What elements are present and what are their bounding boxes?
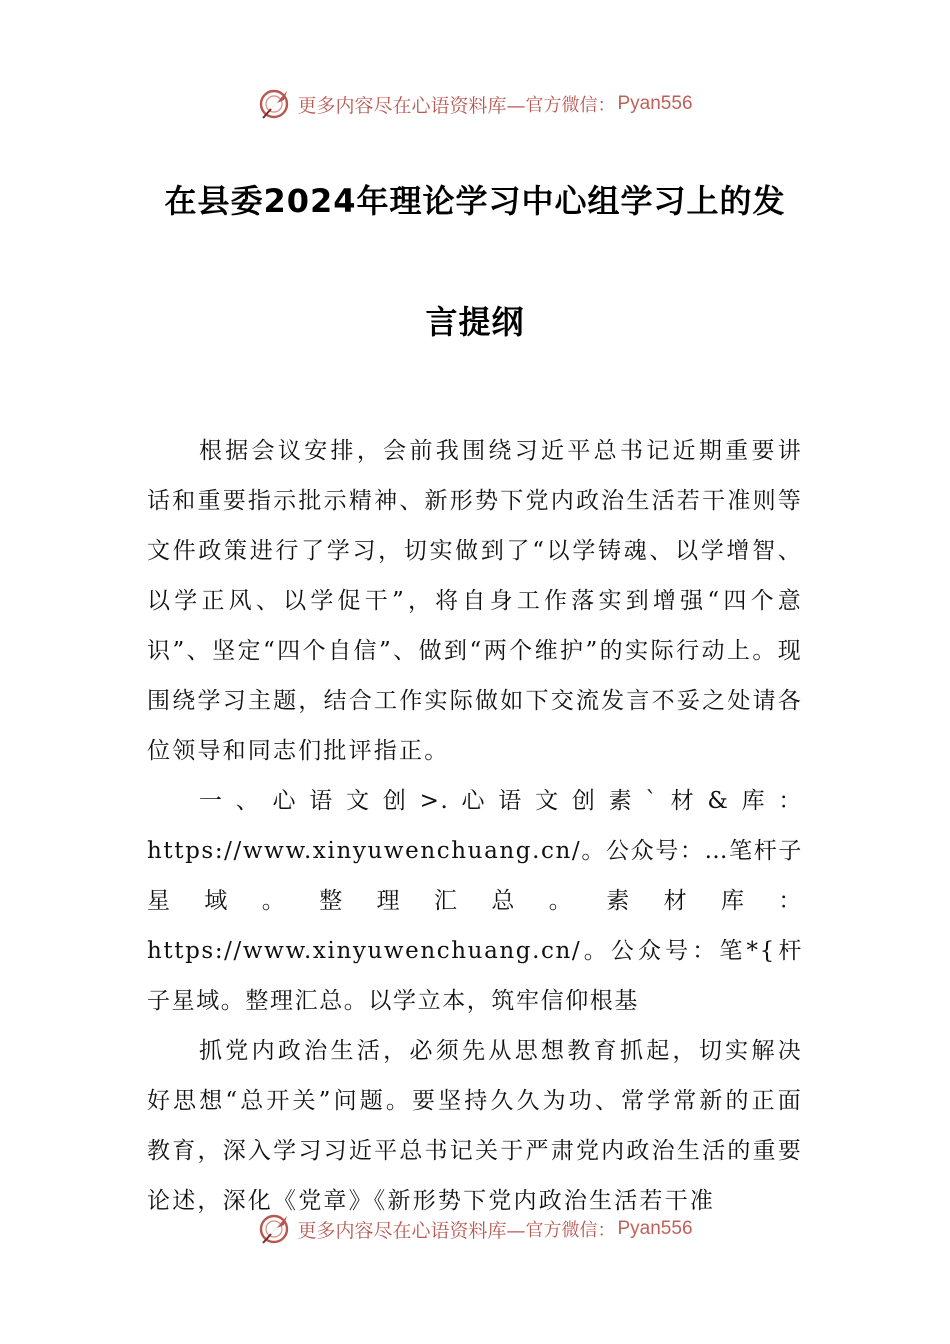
banner-wechat-label: 官方微信： [525, 95, 616, 116]
document-title-line-1: 在县委2024年理论学习中心组学习上的发 [164, 182, 786, 220]
header-banner [0, 84, 950, 124]
quill-logo-icon [257, 86, 293, 122]
banner-text: 更多内容尽在心语资料库— [297, 1219, 526, 1242]
paragraph-intro: 根据会议安排，会前我围绕习近平总书记近期重要讲话和重要指示批示精神、新形势下党内政治生活若干准则等文件政策进行了学习，切实做到了“以学铸魂、以学增智、以学正风、以学促干”，将自身工作落实到增强“四个意识”、坚定“四个自信”、做到“两个维护”的实际行动上。现围绕学习主题，结合工作实际做如下交流发言不妥之处请各位领导和同志们批评指正。 [147, 438, 803, 764]
document-title-line-2: 言提纲 [425, 303, 525, 341]
footer-banner [0, 1209, 950, 1249]
paragraph-section-1: 一、心语文创>.心语文创素`材&库：https://www.xinyuwenchuang.cn/。公众号：…笔杆子星域。整理汇总。素材库：https://www.xinyuwenchuang.cn/。公众号：笔*{杆子星域。整理汇总。以学立本，筑牢信仰根基 [147, 788, 803, 1014]
document-body [147, 426, 803, 1226]
banner-wechat-id: Pyan556 [617, 1218, 693, 1239]
banner-wechat-label: 官方微信： [525, 1220, 616, 1241]
quill-logo-icon [257, 1211, 293, 1247]
banner-text: 更多内容尽在心语资料库— [297, 94, 526, 117]
banner-wechat-id: Pyan556 [617, 93, 693, 114]
paragraph-section-1-body: 抓党内政治生活，必须先从思想教育抓起，切实解决好思想“总开关”问题。要坚持久久为功、常学常新的正面教育，深入学习习近平总书记关于严肃党内政治生活的重要论述，深化《党章》《新形势下党内政治生活若干准 [147, 1038, 803, 1214]
